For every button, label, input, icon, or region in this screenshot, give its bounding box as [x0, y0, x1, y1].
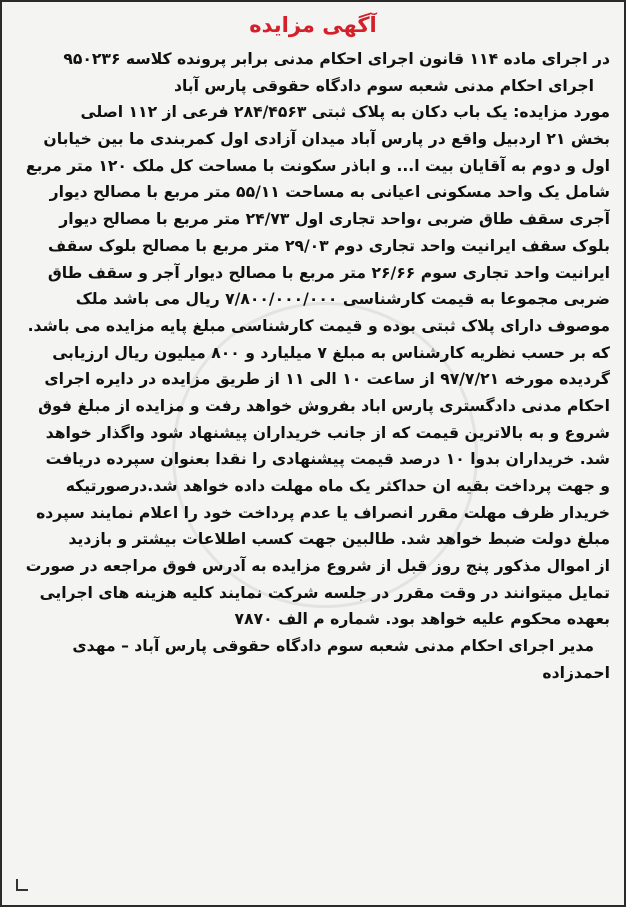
body-line: اول و دوم به آقایان بیت ا... و اباذر سکونت با مساحت کل ملک ۱۲۰ متر مربع: [25, 156, 610, 175]
notice-body: [16, 46, 610, 687]
body-line: شامل یک واحد مسکونی اعیانی به مساحت ۵۵/۱۱ متر مربع با مصالح دیوار: [49, 183, 610, 202]
body-line: ایرانیت واحد تجاری سوم ۲۶/۶۶ متر مربع با مصالح دیوار آجر و سقف طاق: [47, 263, 610, 282]
body-line: و جهت پرداخت بقیه ان حداکثر یک ماه مهلت داده خواهد شد.درصورتیکه: [65, 477, 610, 495]
notice-title: آگهی مزایده: [249, 13, 377, 37]
body-line: مبلغ دولت ضبط خواهد شد. طالبین جهت کسب اطلاعات بیشتر و بازدید: [68, 530, 610, 549]
body-line: موصوف دارای پلاک ثبتی بوده و قیمت کارشناسی مبلغ پایه مزایده می باشد.: [27, 316, 610, 335]
signature-name: احمدزاده: [542, 663, 610, 682]
body-line: بعهده محکوم علیه خواهد بود. شماره م الف ۷۸۷۰: [234, 610, 610, 629]
body-line: مورد مزایده: یک باب دکان به پلاک ثبتی ۲۸۴/۴۵۶۳ فرعی از ۱۱۲ اصلی: [80, 103, 610, 122]
body-line: اجرای احکام مدنی شعبه سوم دادگاه حقوقی پارس آباد: [173, 76, 594, 95]
body-line: شروع و به بالاترین قیمت که از جانب خریداران پیشنهاد شود واگذار خواهد: [45, 423, 610, 442]
signature-line: مدیر اجرای احکام مدنی شعبه سوم دادگاه حقوقی پارس آباد – مهدی: [72, 637, 594, 656]
body-line: ضربی مجموعا به قیمت کارشناسی ۷/۸۰۰/۰۰۰/۰۰۰ ریال می باشد ملک: [75, 290, 610, 309]
body-line: از اموال مذکور پنج روز قبل از شروع مزایده به آدرس فوق مراجعه در صورت: [25, 557, 610, 576]
body-line: بلوک سقف ایرانیت واحد تجاری دوم ۲۹/۰۳ متر مربع با مصالح بلوک سقف: [48, 236, 610, 255]
body-line: که بر حسب نظریه کارشناس به مبلغ ۷ میلیارد و ۸۰۰ میلیون ریال ارزیابی: [52, 343, 610, 362]
frame-corner: [16, 879, 28, 891]
body-line: تمایل میتوانند در وقت مقرر در جلسه شرکت نمایند کلیه هزینه های اجرایی: [39, 583, 610, 602]
body-line: احکام مدنی دادگستری پارس اباد بفروش خواهد رفت و مزایده از مبلغ فوق: [38, 396, 610, 415]
body-line: بخش ۲۱ اردبیل واقع در پارس آباد میدان آزادی اول کمربندی ما بین خیابان: [43, 130, 610, 149]
body-line: گردیده مورخه ۹۷/۷/۲۱ از ساعت ۱۰ الی ۱۱ از طریق مزایده در دایره اجرای: [44, 370, 610, 389]
body-line: آجری سقف طاق ضربی ،واحد تجاری اول ۲۴/۷۳ متر مربع با مصالح دیوار: [59, 210, 610, 229]
body-line: خریدار ظرف مهلت مقرر انصراف یا عدم پرداخت خود را اعلام نمایند سپرده: [36, 503, 610, 522]
body-line: شد. خریداران بدوا ۱۰ درصد قیمت پیشنهادی را نقدا بعنوان سپرده دریافت: [45, 450, 610, 469]
body-line: در اجرای ماده ۱۱۴ قانون اجرای احکام مدنی برابر پرونده کلاسه ۹۵۰۲۳۶: [63, 50, 610, 68]
